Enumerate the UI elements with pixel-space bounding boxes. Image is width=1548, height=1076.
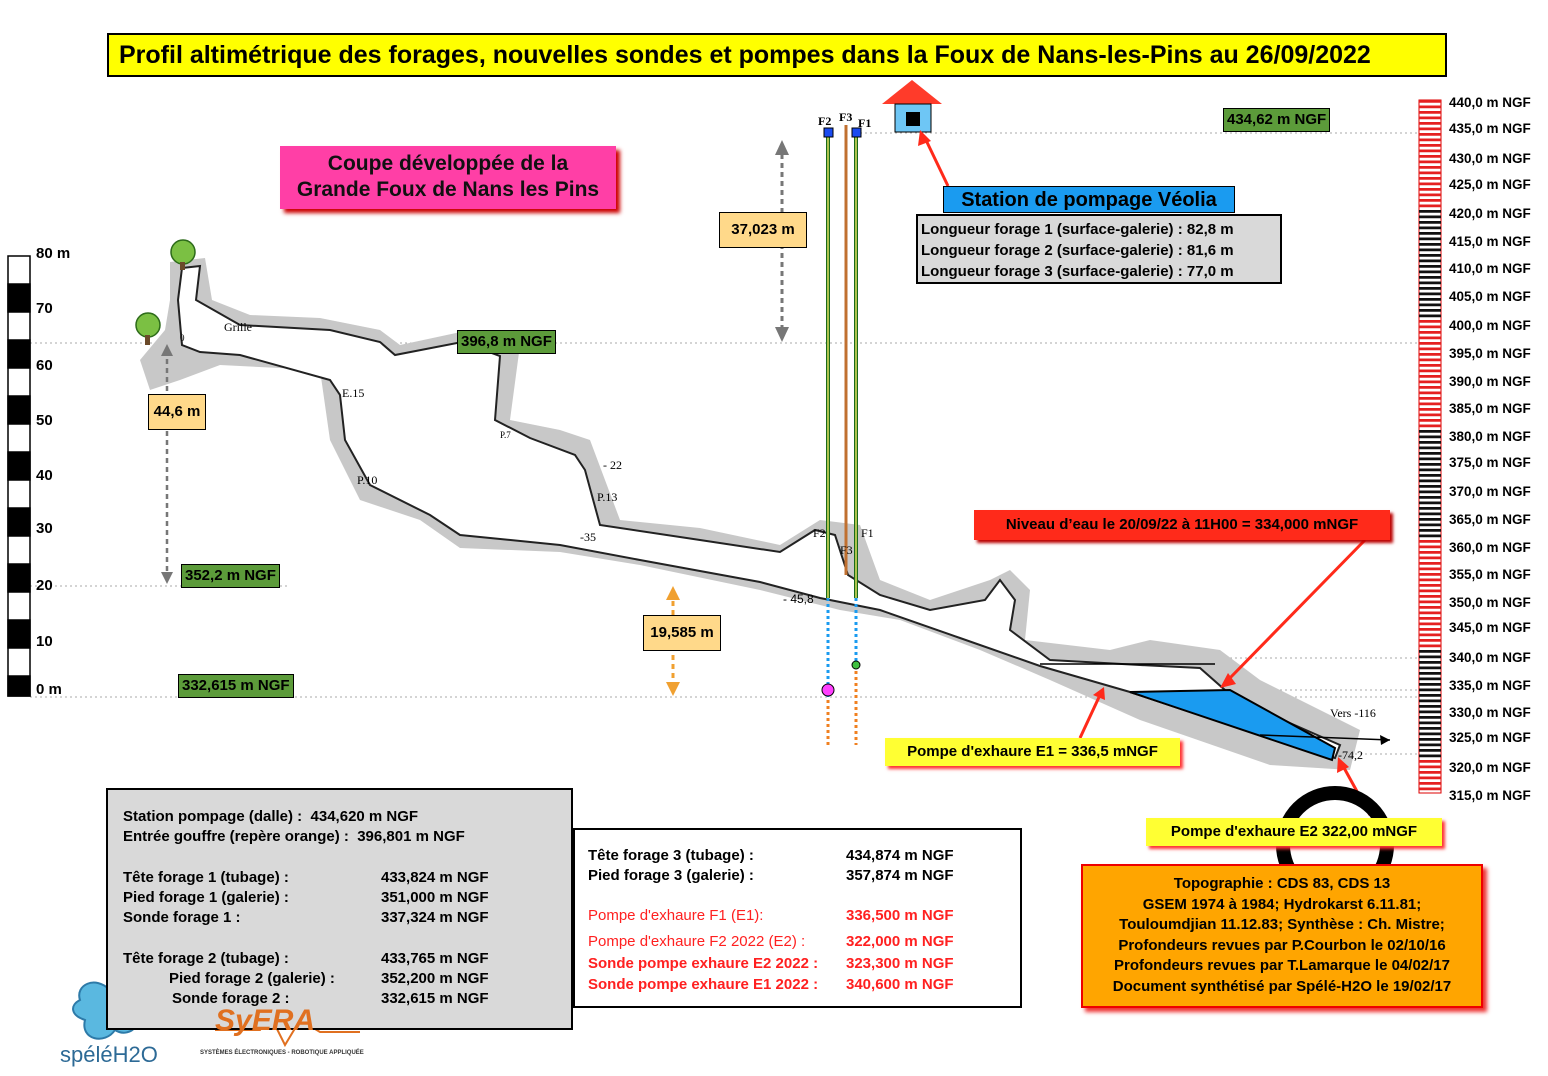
f3-top-label: F3: [839, 110, 853, 124]
info1-row-3: Pied forage 1 (galerie) :: [123, 889, 289, 906]
right-scale-tick: [1419, 430, 1441, 433]
info2-row-0: Tête forage 3 (tubage) :: [588, 847, 754, 864]
right-scale-tick: [1419, 243, 1441, 246]
topo-line-4: Profondeurs revues par T.Lamarque le 04/02/17: [1114, 957, 1450, 974]
right-scale-label: 365,0 m NGF: [1449, 512, 1531, 527]
right-scale-label: 390,0 m NGF: [1449, 374, 1531, 389]
right-scale-tick: [1419, 672, 1441, 675]
borehole-f1: [852, 128, 861, 745]
right-scale-tick: [1419, 320, 1441, 323]
right-scale-tick: [1419, 480, 1441, 483]
right-scale-label: 320,0 m NGF: [1449, 760, 1531, 775]
right-scale-tick: [1419, 194, 1441, 197]
right-scale-tick: [1419, 139, 1441, 142]
right-scale-tick: [1419, 485, 1441, 488]
right-scale-tick: [1419, 738, 1441, 741]
right-scale-tick: [1419, 700, 1441, 703]
right-scale-tick: [1419, 491, 1441, 494]
pump-e1-label: Pompe d'exhaure E1 = 336,5 mNGF: [885, 738, 1180, 766]
vers-arrow-head: [1380, 735, 1390, 745]
right-scale-tick: [1419, 590, 1441, 593]
right-scale-label: 395,0 m NGF: [1449, 346, 1531, 361]
right-scale-tick: [1419, 364, 1441, 367]
info2-row-3: Pompe d'exhaure F2 2022 (E2) :: [588, 933, 806, 950]
info2-val-3: 322,000 m NGF: [846, 933, 954, 950]
right-scale-tick: [1419, 381, 1441, 384]
right-scale-tick: [1419, 689, 1441, 692]
right-scale-label: 385,0 m NGF: [1449, 401, 1531, 416]
right-scale-tick: [1419, 150, 1441, 153]
info1-row-0: Station pompage (dalle) : 434,620 m NGF: [123, 808, 419, 825]
right-scale-tick: [1419, 766, 1441, 769]
right-scale-tick: [1419, 606, 1441, 609]
info1-val-2: 433,824 m NGF: [381, 869, 489, 886]
right-scale-tick: [1419, 326, 1441, 329]
right-scale-tick: [1419, 623, 1441, 626]
right-scale-tick: [1419, 216, 1441, 219]
info-box-2: [573, 828, 1022, 1008]
right-scale-tick: [1419, 678, 1441, 681]
right-scale-tick: [1419, 667, 1441, 670]
right-scale-tick: [1419, 298, 1441, 301]
right-scale-tick: [1419, 117, 1441, 120]
info1-val-6: 352,200 m NGF: [381, 970, 489, 987]
right-scale-tick: [1419, 584, 1441, 587]
right-scale-tick: [1419, 408, 1441, 411]
zero-label: 0: [180, 333, 185, 343]
right-scale-tick: [1419, 452, 1441, 455]
tree-icon-2: [136, 313, 160, 345]
right-scale-label: 415,0 m NGF: [1449, 234, 1531, 249]
right-scale-tick: [1419, 458, 1441, 461]
right-scale-tick: [1419, 507, 1441, 510]
info2-val-5: 340,600 m NGF: [846, 976, 954, 993]
right-scale-tick: [1419, 513, 1441, 516]
right-scale-label: 370,0 m NGF: [1449, 484, 1531, 499]
right-scale-label: 350,0 m NGF: [1449, 595, 1531, 610]
ngf-label-332: 332,615 m NGF: [178, 674, 294, 698]
right-scale-tick: [1419, 403, 1441, 406]
right-scale-tick: [1419, 337, 1441, 340]
right-scale-tick: [1419, 144, 1441, 147]
p10-label: P.10: [357, 473, 378, 487]
e15-label: E.15: [342, 386, 365, 400]
p7-label: P.7: [500, 430, 511, 440]
info1-row-6: Pied forage 2 (galerie) :: [169, 970, 335, 987]
syera-logo-sub: SYSTÈMES ÉLECTRONIQUES - ROBOTIQUE APPLIQUÉE: [200, 1050, 364, 1056]
right-scale-label: 315,0 m NGF: [1449, 788, 1531, 803]
m35-label: -35: [580, 530, 596, 544]
section-title-line2: Grande Foux de Nans les Pins: [296, 178, 600, 201]
right-scale-tick: [1419, 645, 1441, 648]
right-scale-tick: [1419, 392, 1441, 395]
right-scale-tick: [1419, 260, 1441, 263]
section-title-line1: Coupe développée de la: [327, 152, 569, 175]
ngf-label-434: 434,62 m NGF: [1223, 108, 1330, 132]
info1-row-5: Tête forage 2 (tubage) :: [123, 950, 289, 967]
right-scale-label: 430,0 m NGF: [1449, 151, 1531, 166]
info1-row-4: Sonde forage 1 :: [123, 909, 241, 926]
right-scale-tick: [1419, 711, 1441, 714]
f1-top-label: F1: [858, 116, 872, 130]
right-scale-label: 440,0 m NGF: [1449, 95, 1531, 110]
borehole-f2: [822, 128, 834, 745]
right-scale-tick: [1419, 546, 1441, 549]
info1-val-5: 433,765 m NGF: [381, 950, 489, 967]
right-scale-tick: [1419, 287, 1441, 290]
right-scale-tick: [1419, 419, 1441, 422]
info1-row-7: Sonde forage 2 :: [172, 990, 290, 1007]
m742-label: -74,2: [1338, 748, 1363, 762]
right-scale-tick: [1419, 293, 1441, 296]
right-scale-tick: [1419, 760, 1441, 763]
right-scale-tick: [1419, 315, 1441, 318]
right-scale-tick: [1419, 353, 1441, 356]
info1-val-3: 351,000 m NGF: [381, 889, 489, 906]
left-scale-label: 60: [36, 357, 53, 374]
right-scale-label: 330,0 m NGF: [1449, 705, 1531, 720]
right-scale-tick: [1419, 683, 1441, 686]
right-scale-bar: [1419, 100, 1441, 793]
right-scale-tick: [1419, 441, 1441, 444]
right-scale-tick: [1419, 128, 1441, 131]
right-scale-label: 410,0 m NGF: [1449, 261, 1531, 276]
left-scale-label: 80 m: [36, 245, 71, 262]
right-scale-label: 420,0 m NGF: [1449, 206, 1531, 221]
forage1-length: Longueur forage 1 (surface-galerie) : 82,8 m: [921, 221, 1234, 238]
left-scale-label: 0 m: [36, 681, 62, 698]
info2-val-2: 336,500 m NGF: [846, 907, 954, 924]
info-box-1: [106, 788, 573, 1030]
house-icon: [882, 80, 942, 132]
forage2-length: Longueur forage 2 (surface-galerie) : 81,6 m: [921, 242, 1234, 259]
right-scale-tick: [1419, 199, 1441, 202]
spele-logo-text: spéléH2O: [60, 1042, 158, 1067]
pump-e2-label: Pompe d'exhaure E2 322,00 mNGF: [1146, 818, 1442, 846]
right-scale-tick: [1419, 535, 1441, 538]
right-scale-tick: [1419, 782, 1441, 785]
info2-row-2: Pompe d'exhaure F1 (E1):: [588, 907, 764, 924]
right-scale-tick: [1419, 595, 1441, 598]
info1-row-1: Entrée gouffre (repère orange) : 396,801 m NGF: [123, 828, 465, 845]
right-scale-tick: [1419, 397, 1441, 400]
right-scale-tick: [1419, 639, 1441, 642]
topo-line-2: Touloumdjian 11.12.83; Synthèse : Ch. Mistre;: [1119, 916, 1445, 933]
right-scale-tick: [1419, 722, 1441, 725]
ngf-label-396: 396,8 m NGF: [457, 330, 556, 354]
right-scale-tick: [1419, 573, 1441, 576]
right-scale-tick: [1419, 612, 1441, 615]
right-scale-label: 400,0 m NGF: [1449, 318, 1531, 333]
right-scale-tick: [1419, 276, 1441, 279]
right-scale-tick: [1419, 557, 1441, 560]
right-scale-tick: [1419, 463, 1441, 466]
right-scale-tick: [1419, 166, 1441, 169]
f1-cave-label: F1: [861, 526, 874, 540]
section-title: [280, 146, 616, 209]
left-scale-bar: [8, 256, 30, 696]
right-scale-label: 375,0 m NGF: [1449, 455, 1531, 470]
right-scale-tick: [1419, 771, 1441, 774]
right-scale-tick: [1419, 370, 1441, 373]
left-scale-label: 40: [36, 467, 53, 484]
right-scale-tick: [1419, 414, 1441, 417]
right-scale-tick: [1419, 727, 1441, 730]
forage3-length: Longueur forage 3 (surface-galerie) : 77,0 m: [921, 263, 1234, 280]
right-scale-tick: [1419, 705, 1441, 708]
right-scale-tick: [1419, 749, 1441, 752]
topo-line-3: Profondeurs revues par P.Courbon le 02/10/16: [1118, 936, 1446, 954]
right-scale-tick: [1419, 271, 1441, 274]
right-scale-tick: [1419, 579, 1441, 582]
right-scale-tick: [1419, 177, 1441, 180]
water-level-label: Niveau d’eau le 20/09/22 à 11H00 = 334,000 mNGF: [974, 510, 1390, 540]
info1-val-4: 337,324 m NGF: [381, 909, 489, 926]
right-scale-tick: [1419, 348, 1441, 351]
left-scale-label: 20: [36, 577, 53, 594]
right-scale-tick: [1419, 232, 1441, 235]
right-scale-tick: [1419, 265, 1441, 268]
info2-row-5: Sonde pompe exhaure E1 2022 :: [588, 976, 819, 993]
right-scale-tick: [1419, 524, 1441, 527]
right-scale-tick: [1419, 122, 1441, 125]
right-scale-tick: [1419, 188, 1441, 191]
right-scale-tick: [1419, 227, 1441, 230]
right-scale-label: 425,0 m NGF: [1449, 177, 1531, 192]
right-scale-tick: [1419, 172, 1441, 175]
m22-label: - 22: [603, 458, 622, 472]
right-scale-tick: [1419, 375, 1441, 378]
right-scale-tick: [1419, 733, 1441, 736]
right-scale-tick: [1419, 634, 1441, 637]
right-scale-tick: [1419, 254, 1441, 257]
right-scale-tick: [1419, 342, 1441, 345]
right-scale-tick: [1419, 474, 1441, 477]
info2-val-1: 357,874 m NGF: [846, 867, 954, 884]
right-scale-tick: [1419, 425, 1441, 428]
right-scale-tick: [1419, 650, 1441, 653]
right-scale-tick: [1419, 788, 1441, 791]
station-label: Station de pompage Véolia: [943, 186, 1235, 213]
topo-line-5: Document synthétisé par Spélé-H2O le 19/02/17: [1112, 977, 1452, 995]
page-title: Profil altimétrique des forages, nouvelles sondes et pompes dans la Foux de Nans-les-Pins au 26/09/2022: [107, 33, 1447, 77]
borehole-lengths-box: [916, 214, 1282, 284]
right-scale-tick: [1419, 496, 1441, 499]
right-scale-tick: [1419, 628, 1441, 631]
info2-val-0: 434,874 m NGF: [846, 847, 954, 864]
right-scale-tick: [1419, 568, 1441, 571]
info1-val-7: 332,615 m NGF: [381, 990, 489, 1007]
right-scale-tick: [1419, 359, 1441, 362]
right-scale-label: 405,0 m NGF: [1449, 289, 1531, 304]
right-scale-tick: [1419, 716, 1441, 719]
topography-credits: [1081, 864, 1483, 1008]
distance-label-19: 19,585 m: [643, 615, 721, 651]
right-scale-tick: [1419, 601, 1441, 604]
right-scale-tick: [1419, 331, 1441, 334]
right-scale-tick: [1419, 694, 1441, 697]
right-scale-tick: [1419, 777, 1441, 780]
right-scale-label: 325,0 m NGF: [1449, 730, 1531, 745]
left-scale-label: 70: [36, 300, 53, 317]
info2-val-4: 323,300 m NGF: [846, 955, 954, 972]
left-scale-label: 30: [36, 520, 53, 537]
right-scale-tick: [1419, 183, 1441, 186]
right-scale-label: 435,0 m NGF: [1449, 121, 1531, 136]
right-scale-tick: [1419, 282, 1441, 285]
right-scale-tick: [1419, 309, 1441, 312]
right-scale-tick: [1419, 617, 1441, 620]
right-scale-tick: [1419, 304, 1441, 307]
right-scale-tick: [1419, 221, 1441, 224]
right-scale-tick: [1419, 447, 1441, 450]
right-scale-label: 345,0 m NGF: [1449, 620, 1531, 635]
right-scale-tick: [1419, 249, 1441, 252]
right-scale-tick: [1419, 133, 1441, 136]
right-scale-tick: [1419, 469, 1441, 472]
distance-label-37: 37,023 m: [719, 212, 807, 248]
right-scale-tick: [1419, 518, 1441, 521]
right-scale-tick: [1419, 205, 1441, 208]
right-scale-tick: [1419, 111, 1441, 114]
info1-row-2: Tête forage 1 (tubage) :: [123, 869, 289, 886]
right-scale-tick: [1419, 529, 1441, 532]
right-scale-tick: [1419, 106, 1441, 109]
right-scale-tick: [1419, 540, 1441, 543]
right-scale-tick: [1419, 562, 1441, 565]
left-scale-label: 10: [36, 633, 53, 650]
topo-line-0: Topographie : CDS 83, CDS 13: [1173, 875, 1391, 892]
f3-cave-label: F3: [840, 543, 853, 557]
right-scale-label: 335,0 m NGF: [1449, 678, 1531, 693]
distance-label-44: 44,6 m: [148, 394, 206, 430]
info2-row-1: Pied forage 3 (galerie) :: [588, 867, 754, 884]
syera-logo-text: SyERA: [215, 1004, 316, 1037]
right-scale-tick: [1419, 661, 1441, 664]
right-scale-label: 380,0 m NGF: [1449, 429, 1531, 444]
right-scale-tick: [1419, 100, 1441, 103]
right-scale-tick: [1419, 436, 1441, 439]
f2-top-label: F2: [818, 114, 832, 128]
vers-label: Vers -116: [1330, 706, 1376, 720]
right-scale-tick: [1419, 502, 1441, 505]
ngf-label-352: 352,2 m NGF: [181, 564, 280, 588]
topo-line-1: GSEM 1974 à 1984; Hydrokarst 6.11.81;: [1142, 895, 1422, 913]
right-scale-tick: [1419, 755, 1441, 758]
m458-label: - 45,8: [783, 592, 814, 606]
right-scale-tick: [1419, 161, 1441, 164]
grille-label: Grille: [224, 320, 252, 334]
right-scale-tick: [1419, 656, 1441, 659]
right-scale-label: 340,0 m NGF: [1449, 650, 1531, 665]
right-scale-label: 355,0 m NGF: [1449, 567, 1531, 582]
p13-label: P.13: [597, 490, 618, 504]
right-scale-tick: [1419, 551, 1441, 554]
f2-cave-label: F2: [813, 526, 826, 540]
right-scale-tick: [1419, 155, 1441, 158]
right-scale-tick: [1419, 744, 1441, 747]
right-scale-tick: [1419, 386, 1441, 389]
right-scale-tick: [1419, 210, 1441, 213]
left-scale-label: 50: [36, 412, 53, 429]
right-scale-label: 360,0 m NGF: [1449, 540, 1531, 555]
info2-row-4: Sonde pompe exhaure E2 2022 :: [588, 955, 819, 972]
right-scale-tick: [1419, 238, 1441, 241]
